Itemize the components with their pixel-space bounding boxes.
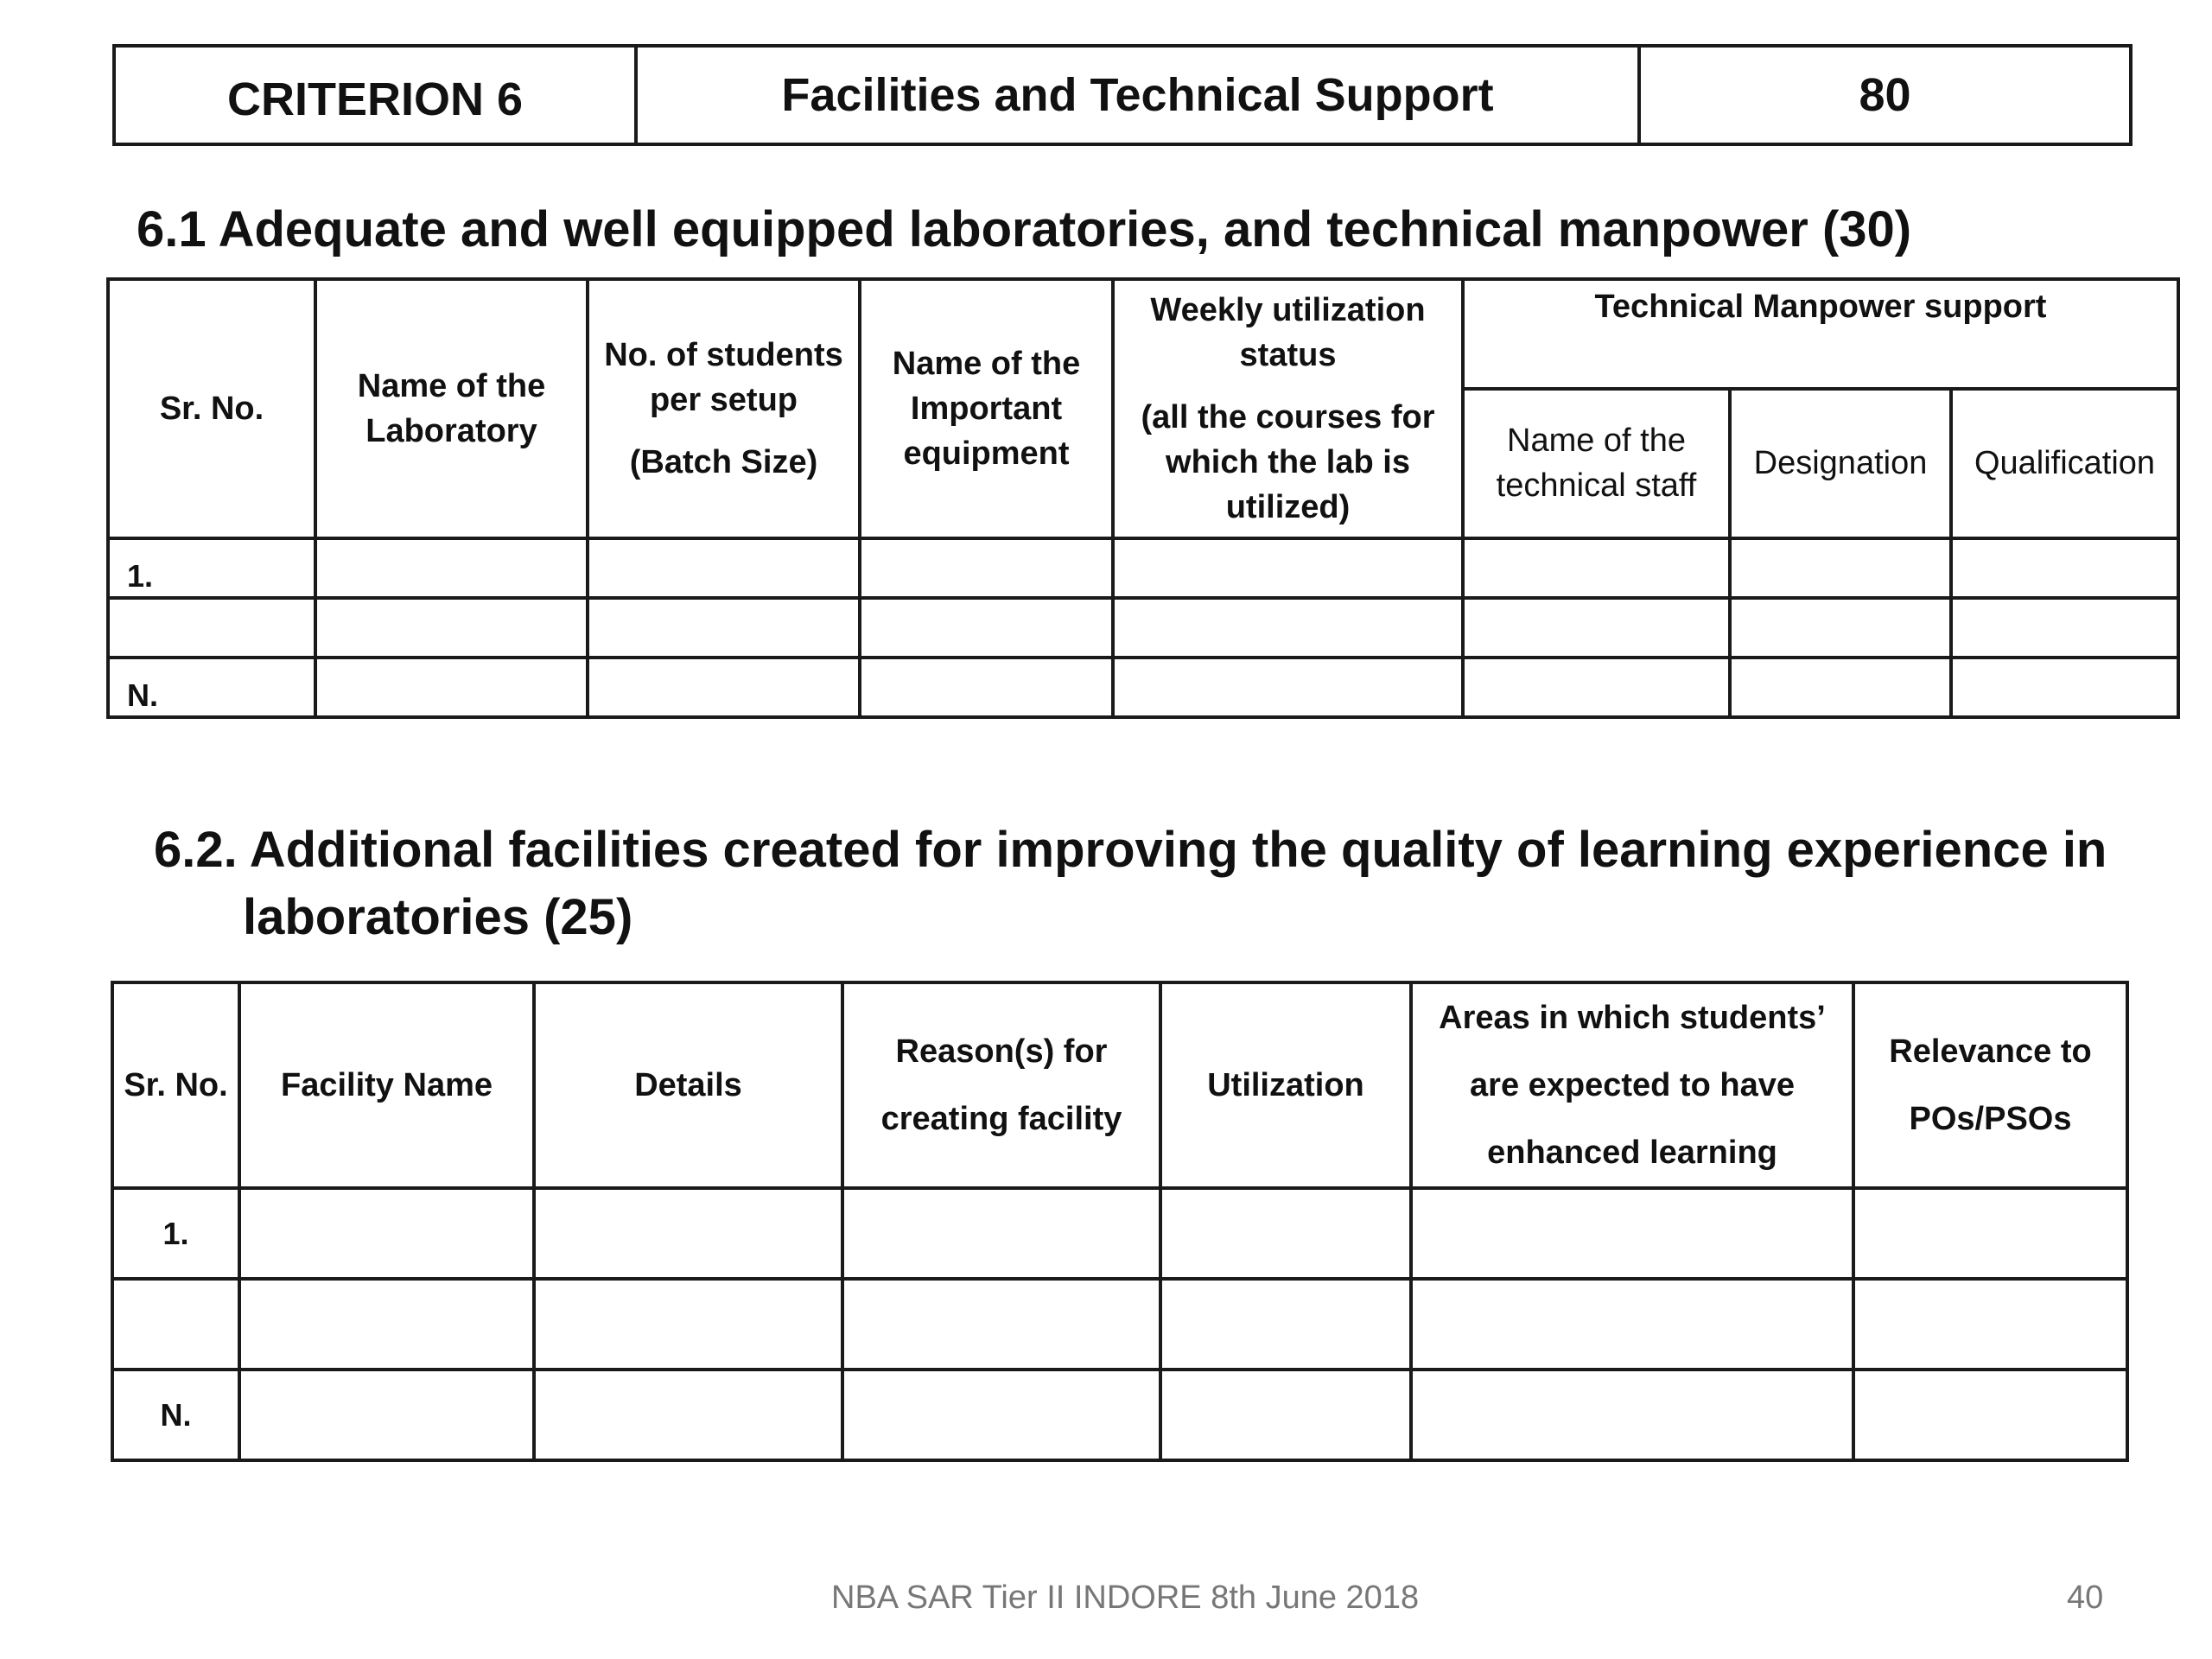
table-cell bbox=[1113, 658, 1463, 717]
table-cell bbox=[239, 1279, 534, 1370]
table-cell bbox=[842, 1370, 1160, 1460]
laboratories-table bbox=[106, 277, 2180, 719]
table-cell bbox=[1730, 658, 1951, 717]
table-cell bbox=[1730, 538, 1951, 598]
table-cell bbox=[1411, 1279, 1853, 1370]
criterion-header bbox=[112, 44, 2133, 146]
table-cell bbox=[1730, 598, 1951, 658]
header-batch-size: No. of students per setup (Batch Size) bbox=[588, 279, 860, 538]
header-weekly-utilization: Weekly utilization status (all the courses for which the lab is utilized) bbox=[1113, 279, 1463, 538]
header-staff-name: Name of the technical staff bbox=[1463, 389, 1730, 538]
header-technical-manpower: Technical Manpower support bbox=[1463, 279, 2178, 389]
additional-facilities-table bbox=[111, 981, 2129, 1462]
table-cell bbox=[534, 1370, 842, 1460]
table-cell bbox=[315, 598, 588, 658]
row-sr-no: N. bbox=[108, 658, 315, 717]
table-row bbox=[112, 1188, 2127, 1279]
header-facility-name: Facility Name bbox=[239, 982, 534, 1188]
header-details: Details bbox=[534, 982, 842, 1188]
row-sr-no: 1. bbox=[108, 538, 315, 598]
header-designation: Designation bbox=[1730, 389, 1951, 538]
table-cell bbox=[1951, 538, 2178, 598]
table-cell bbox=[1160, 1188, 1411, 1279]
table-cell bbox=[315, 658, 588, 717]
table-cell bbox=[534, 1188, 842, 1279]
header-sr-no: Sr. No. bbox=[112, 982, 239, 1188]
table-cell bbox=[1463, 658, 1730, 717]
row-sr-no bbox=[112, 1279, 239, 1370]
table-cell bbox=[1113, 598, 1463, 658]
criterion-title: Facilities and Technical Support bbox=[636, 46, 1639, 144]
table-cell bbox=[860, 538, 1113, 598]
table-cell bbox=[1951, 658, 2178, 717]
table-cell bbox=[1853, 1370, 2127, 1460]
table-cell bbox=[860, 598, 1113, 658]
table-cell bbox=[315, 538, 588, 598]
table-cell bbox=[588, 658, 860, 717]
table-cell bbox=[1951, 598, 2178, 658]
header-qualification: Qualification bbox=[1951, 389, 2178, 538]
header-areas-enhanced-learning: Areas in which students’ are expected to have enhanced learning bbox=[1411, 982, 1853, 1188]
footer-text: NBA SAR Tier II INDORE 8th June 2018 bbox=[831, 1580, 1420, 1616]
table-row bbox=[112, 1279, 2127, 1370]
table-cell bbox=[1853, 1188, 2127, 1279]
table-cell bbox=[1463, 598, 1730, 658]
table-row bbox=[108, 598, 2178, 658]
table-cell bbox=[842, 1279, 1160, 1370]
table-row bbox=[108, 538, 2178, 598]
table-cell bbox=[1411, 1188, 1853, 1279]
table-cell bbox=[534, 1279, 842, 1370]
header-relevance: Relevance to POs/PSOs bbox=[1853, 982, 2127, 1188]
table-cell bbox=[1113, 538, 1463, 598]
table-cell bbox=[1463, 538, 1730, 598]
table-cell bbox=[842, 1188, 1160, 1279]
row-sr-no bbox=[108, 598, 315, 658]
table-cell bbox=[1411, 1370, 1853, 1460]
table-row bbox=[112, 1370, 2127, 1460]
section-62-title-line1: 6.2. Additional facilities created for improving the quality of learning experience in bbox=[154, 822, 2107, 878]
table-row bbox=[108, 658, 2178, 717]
row-sr-no: N. bbox=[112, 1370, 239, 1460]
table-cell bbox=[1160, 1279, 1411, 1370]
table-cell bbox=[588, 538, 860, 598]
header-utilization: Utilization bbox=[1160, 982, 1411, 1188]
page-number: 40 bbox=[2067, 1580, 2104, 1616]
row-sr-no: 1. bbox=[112, 1188, 239, 1279]
table-cell bbox=[1160, 1370, 1411, 1460]
section-61-title: 6.1 Adequate and well equipped laboratories, and technical manpower (30) bbox=[137, 201, 1912, 257]
section-62-title-line2: laboratories (25) bbox=[243, 889, 633, 945]
table-cell bbox=[588, 598, 860, 658]
table-cell bbox=[239, 1370, 534, 1460]
header-sr-no: Sr. No. bbox=[108, 279, 315, 538]
section-62-title bbox=[154, 817, 2107, 951]
criterion-marks: 80 bbox=[1639, 46, 2131, 144]
table-cell bbox=[860, 658, 1113, 717]
header-laboratory-name: Name of the Laboratory bbox=[315, 279, 588, 538]
table-cell bbox=[1853, 1279, 2127, 1370]
table-cell bbox=[239, 1188, 534, 1279]
header-reason: Reason(s) for creating facility bbox=[842, 982, 1160, 1188]
criterion-label: CRITERION 6 bbox=[114, 46, 636, 144]
header-equipment: Name of the Important equipment bbox=[860, 279, 1113, 538]
